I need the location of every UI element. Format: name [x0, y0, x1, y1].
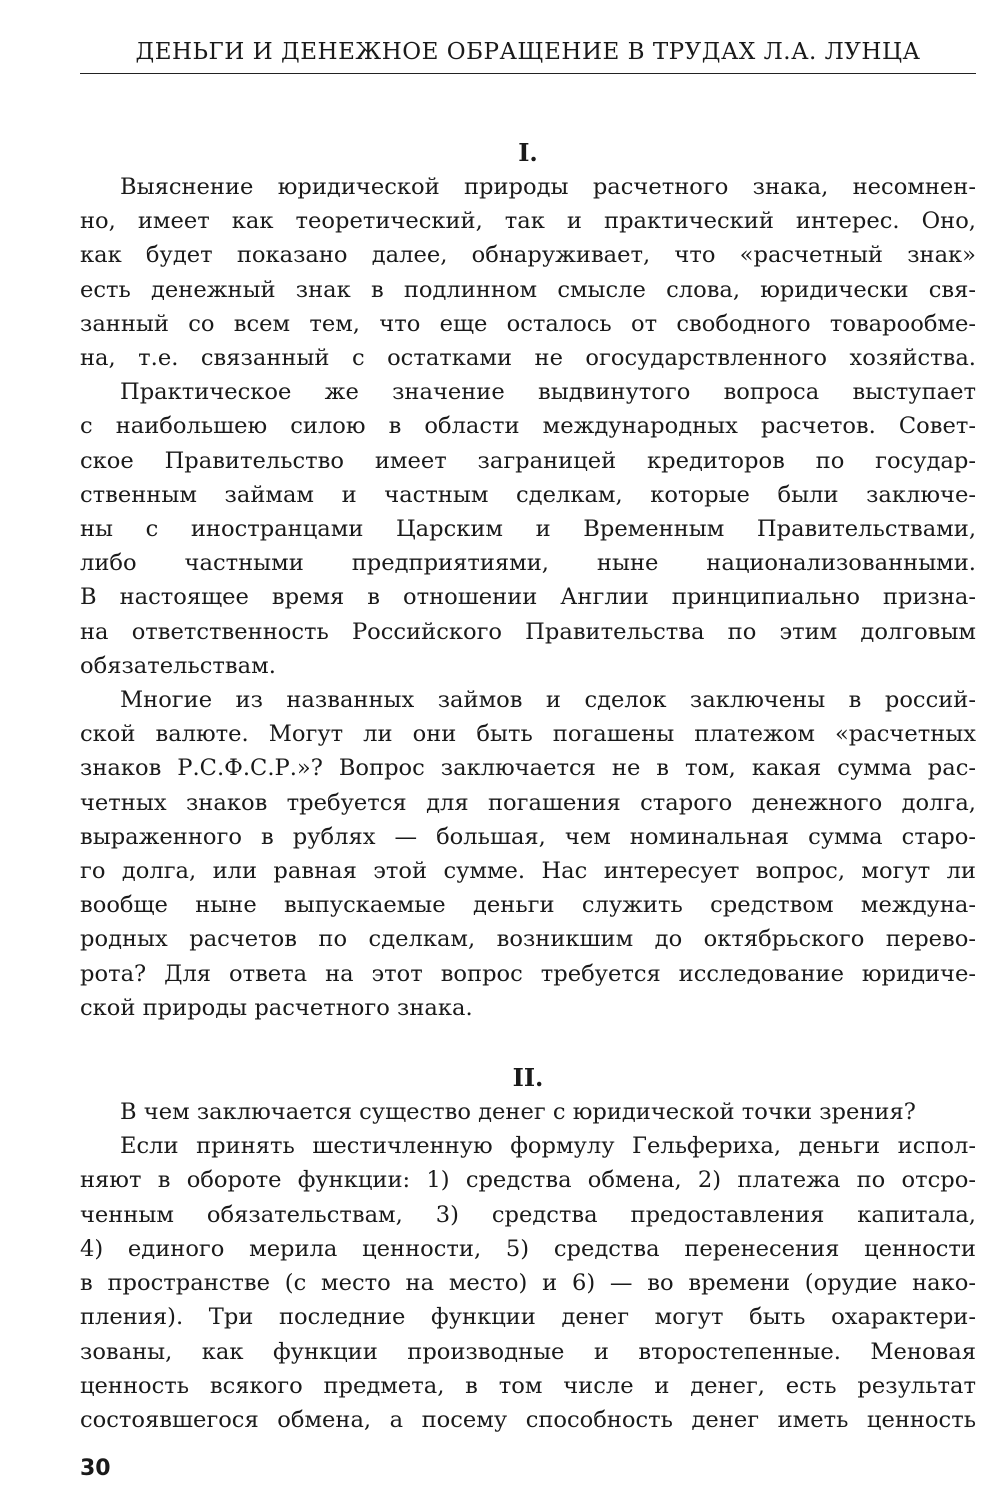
text-line: няют в обороте функции: 1) средства обмена, 2) платежа по отсро-	[80, 1167, 976, 1194]
text-line: на ответственность Российского Правительства по этим долговым	[80, 618, 976, 645]
section-title: I.	[518, 138, 538, 167]
paragraph	[80, 170, 976, 375]
text-line: ской природы расчетного знака.	[80, 994, 473, 1021]
text-line: пления). Три последние функции денег могут быть охарактери-	[80, 1304, 976, 1331]
text-line: Многие из названных займов и сделок заключены в россий-	[120, 687, 976, 714]
text-line: знаков Р.С.Ф.С.Р.»? Вопрос заключается не в том, какая сумма рас-	[80, 755, 976, 782]
section-title: II.	[512, 1063, 544, 1093]
text-line: обязательствам.	[80, 652, 276, 679]
text-line: состоявшегося обмена, а посему способность денег иметь ценность	[80, 1406, 976, 1433]
text-line: Если принять шестичленную формулу Гельфериха, деньги испол-	[120, 1133, 976, 1160]
text-line: ское Правительство имеет заграницей кредиторов по государ-	[80, 447, 976, 474]
text-line: В чем заключается существо денег с юридической точки зрения?	[120, 1099, 916, 1126]
text-line: зованы, как функции производные и второстепенные. Меновая	[80, 1338, 976, 1365]
text-line: как будет показано далее, обнаруживает, что «расчетный знак»	[80, 242, 976, 269]
text-line: Практическое же значение выдвинутого вопроса выступает	[120, 379, 976, 406]
paragraph	[80, 683, 976, 1025]
text-line: четных знаков требуется для погашения старого денежного долга,	[80, 789, 976, 816]
text-line: родных расчетов по сделкам, возникшим до октябрьского перево-	[80, 926, 976, 953]
text-line: ской валюте. Могут ли они быть погашены платежом «расчетных	[80, 721, 976, 748]
text-line: занный со всем тем, что еще осталось от свободного товарообме-	[80, 310, 976, 337]
text-line: В настоящее время в отношении Англии принципиально призна-	[80, 584, 976, 611]
text-line: ченным обязательствам, 3) средства предоставления капитала,	[80, 1201, 976, 1228]
text-line: го долга, или равная этой сумме. Нас интересует вопрос, могут ли	[80, 858, 976, 885]
text-line: Выяснение юридической природы расчетного знака, несомнен-	[120, 174, 976, 200]
text-line: ценность всякого предмета, в том числе и денег, есть результат	[80, 1372, 976, 1399]
text-line: есть денежный знак в подлинном смысле слова, юридически свя-	[80, 276, 976, 303]
text-line: на, т.е. связанный с остатками не огосударствленного хозяйства.	[80, 345, 976, 372]
running-title: ДЕНЬГИ И ДЕНЕЖНОЕ ОБРАЩЕНИЕ В ТРУДАХ Л.А. ЛУНЦА	[135, 39, 921, 65]
text-line: в пространстве (с место на место) и 6) — во времени (орудие нако-	[80, 1270, 976, 1297]
paragraph	[80, 1095, 976, 1129]
page-number: 30	[80, 1456, 111, 1481]
text-line: 4) единого мерила ценности, 5) средства перенесения ценности	[80, 1235, 976, 1262]
text-line: выраженного в рублях — большая, чем номинальная сумма старо-	[80, 823, 976, 850]
paragraph	[80, 1129, 976, 1437]
body-text	[80, 136, 976, 1437]
running-head	[80, 30, 976, 74]
text-line: с наибольшею силою в области международных расчетов. Совет-	[80, 413, 976, 440]
text-line: но, имеет как теоретический, так и практический интерес. Оно,	[80, 208, 976, 235]
paragraph	[80, 375, 976, 683]
text-line: либо частными предприятиями, ныне национализованными.	[80, 550, 976, 577]
text-line: ственным займам и частным сделкам, которые были заключе-	[80, 481, 976, 508]
text-line: ны с иностранцами Царским и Временным Правительствами,	[80, 516, 976, 543]
text-line: рота? Для ответа на этот вопрос требуется исследование юридиче-	[80, 960, 976, 987]
text-line: вообще ныне выпускаемые деньги служить средством междуна-	[80, 892, 976, 919]
